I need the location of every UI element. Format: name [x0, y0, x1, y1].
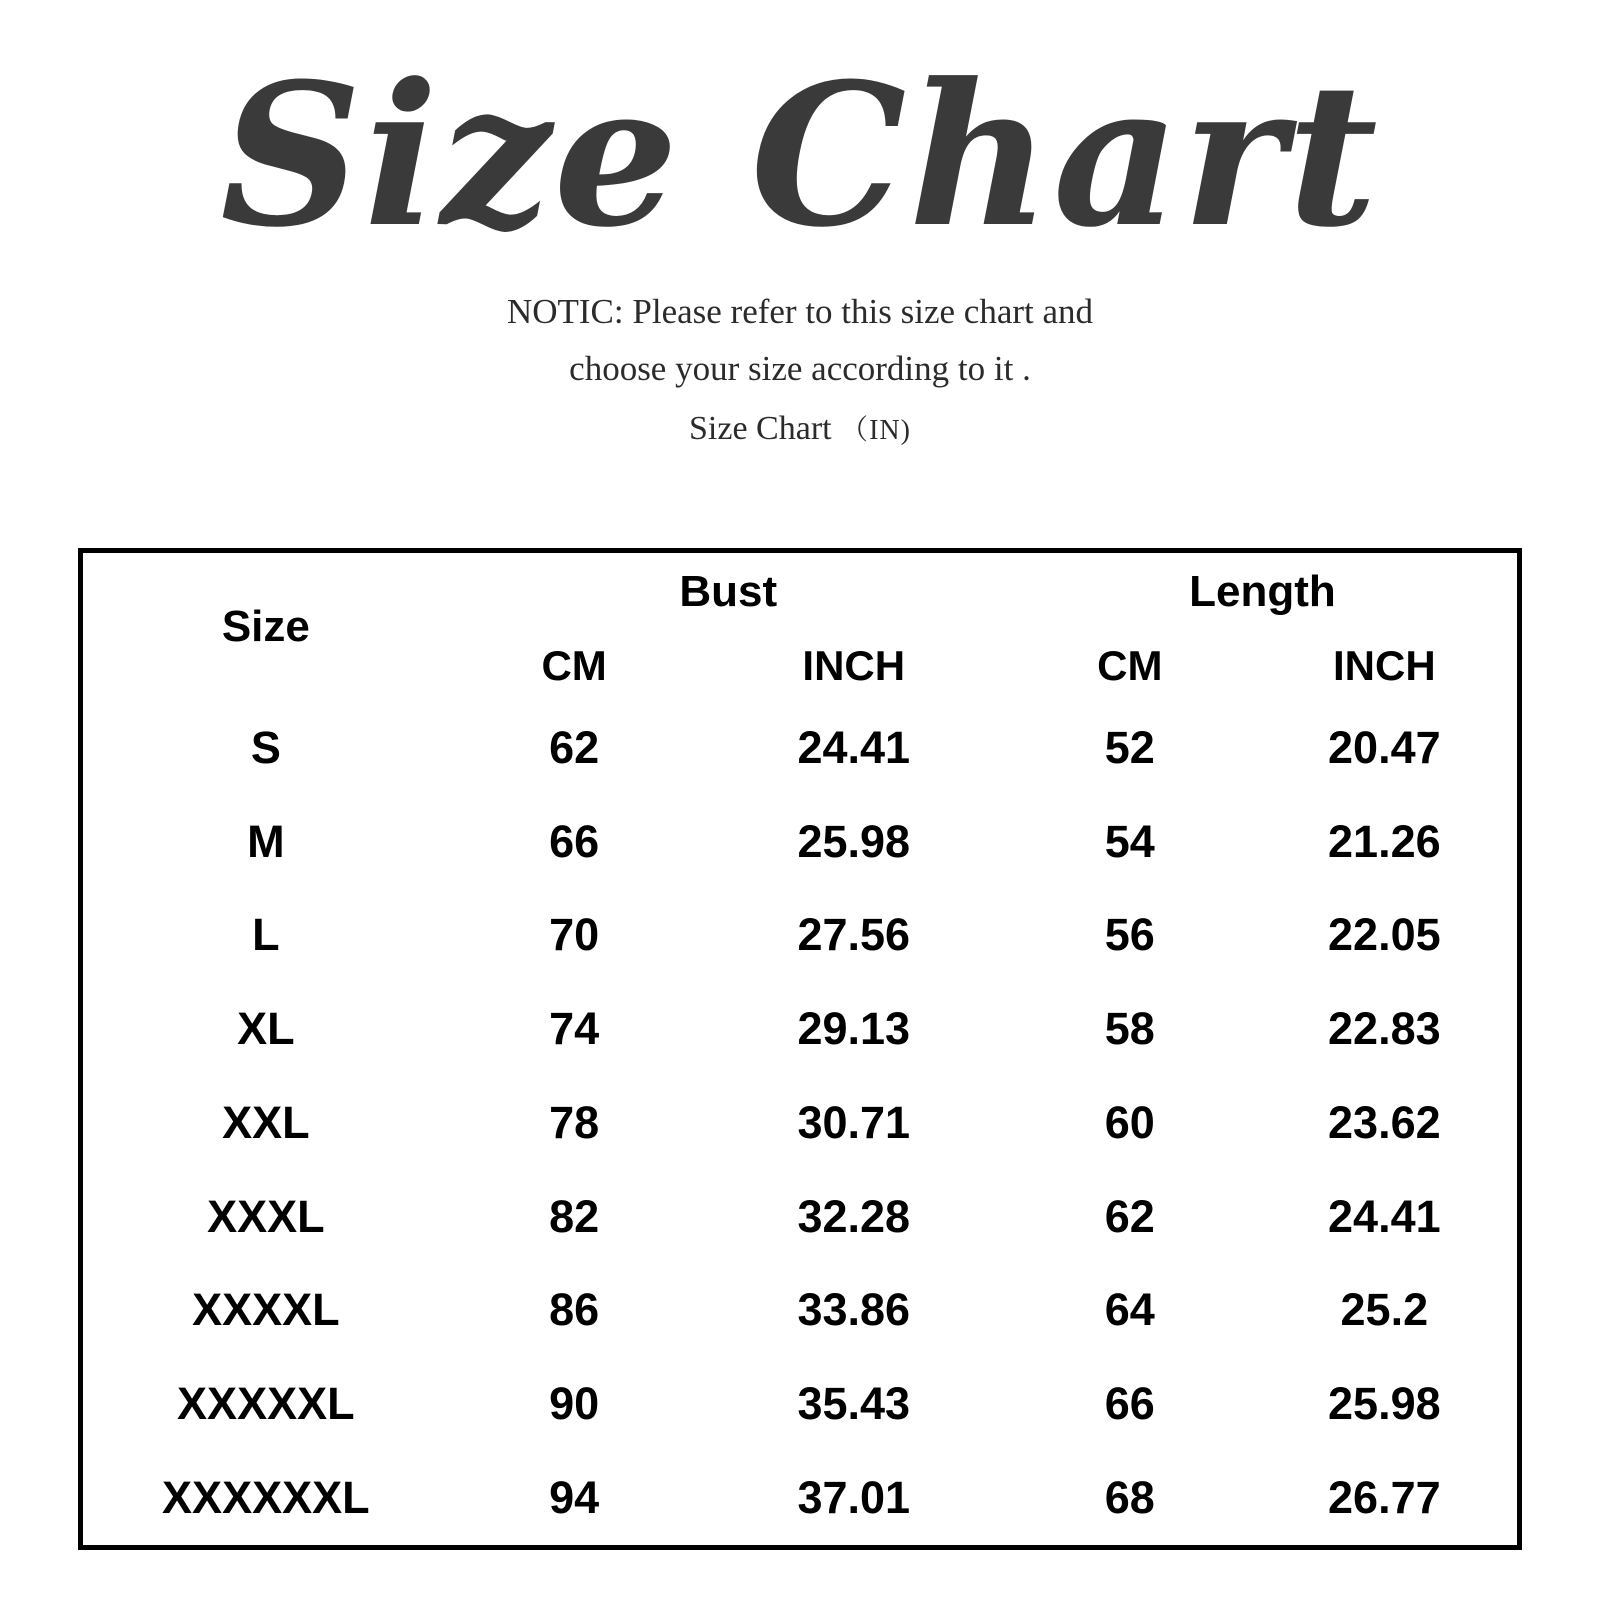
cell-length-inch: 23.62: [1328, 1096, 1441, 1148]
cell-bust-cm: 66: [549, 815, 600, 867]
cell-length-inch: 21.26: [1328, 815, 1441, 867]
cell-size: S: [250, 721, 281, 773]
cell-size: XXXXXXL: [162, 1472, 370, 1524]
cell-length-cm: 68: [1104, 1472, 1155, 1524]
notice-line-2: choose your size according to it .: [569, 348, 1031, 388]
cell-length-inch: 22.83: [1328, 1003, 1441, 1055]
page-title: Size Chart: [220, 41, 1380, 271]
cell-length-cm: 52: [1104, 721, 1155, 773]
table-row: [83, 1451, 1517, 1545]
cell-bust-inch: 29.13: [797, 1003, 911, 1055]
cell-bust-inch: 25.98: [797, 815, 911, 867]
cell-size: XXXL: [207, 1190, 325, 1242]
column-header-bust-cm: CM: [541, 642, 607, 689]
cell-length-inch: 24.41: [1328, 1190, 1441, 1242]
size-chart-unit-paren: （IN): [840, 415, 911, 447]
cell-size: XXL: [222, 1096, 310, 1148]
cell-size: XXXXL: [192, 1284, 340, 1336]
table-row: [83, 1076, 1517, 1170]
cell-length-inch: 26.77: [1328, 1472, 1441, 1524]
column-header-length-cm: CM: [1097, 642, 1163, 689]
cell-bust-inch: 30.71: [797, 1096, 911, 1148]
column-header-bust-inch: INCH: [802, 642, 906, 689]
cell-bust-inch: 24.41: [797, 721, 911, 773]
cell-bust-cm: 78: [549, 1096, 600, 1148]
size-table: [83, 553, 1517, 1545]
cell-length-cm: 64: [1104, 1284, 1155, 1336]
cell-length-cm: 62: [1104, 1190, 1155, 1242]
cell-bust-inch: 37.01: [797, 1472, 911, 1524]
cell-bust-cm: 90: [549, 1378, 600, 1430]
cell-bust-cm: 62: [549, 721, 600, 773]
table-group-header-row: [83, 553, 1517, 631]
size-table-container: [78, 548, 1522, 1550]
table-row: [83, 889, 1517, 983]
column-group-header-length: Length: [1189, 567, 1336, 616]
table-row: [83, 1264, 1517, 1358]
cell-bust-cm: 94: [549, 1472, 600, 1524]
column-header-size: Size: [221, 602, 310, 651]
column-header-length-inch: INCH: [1333, 642, 1436, 689]
cell-length-inch: 22.05: [1328, 909, 1441, 961]
cell-size: L: [252, 909, 280, 961]
notice-text: [0, 284, 1600, 456]
cell-bust-inch: 32.28: [797, 1190, 911, 1242]
cell-length-inch: 25.98: [1328, 1378, 1441, 1430]
cell-bust-inch: 27.56: [797, 909, 911, 961]
cell-bust-cm: 70: [549, 909, 600, 961]
cell-length-cm: 56: [1104, 909, 1155, 961]
cell-bust-inch: 35.43: [797, 1378, 911, 1430]
cell-bust-inch: 33.86: [797, 1284, 911, 1336]
cell-length-inch: 25.2: [1340, 1284, 1429, 1336]
cell-bust-cm: 74: [549, 1003, 600, 1055]
table-row: [83, 1357, 1517, 1451]
cell-size: XXXXXL: [177, 1378, 355, 1430]
column-group-header-bust: Bust: [679, 567, 778, 616]
cell-length-cm: 60: [1104, 1096, 1155, 1148]
table-row: [83, 795, 1517, 889]
notice-line-3: [0, 401, 1600, 456]
size-chart-unit-label: Size Chart: [689, 410, 832, 448]
table-row: [83, 1170, 1517, 1264]
cell-bust-cm: 82: [549, 1190, 600, 1242]
cell-length-inch: 20.47: [1328, 721, 1441, 773]
table-row: [83, 982, 1517, 1076]
cell-size: M: [247, 815, 285, 867]
table-row: [83, 701, 1517, 795]
cell-length-cm: 58: [1104, 1003, 1155, 1055]
notice-line-1: NOTIC: Please refer to this size chart and: [506, 292, 1094, 331]
cell-length-cm: 66: [1104, 1378, 1155, 1430]
cell-size: XL: [237, 1003, 295, 1055]
cell-bust-cm: 86: [549, 1284, 600, 1336]
cell-length-cm: 54: [1104, 815, 1155, 867]
